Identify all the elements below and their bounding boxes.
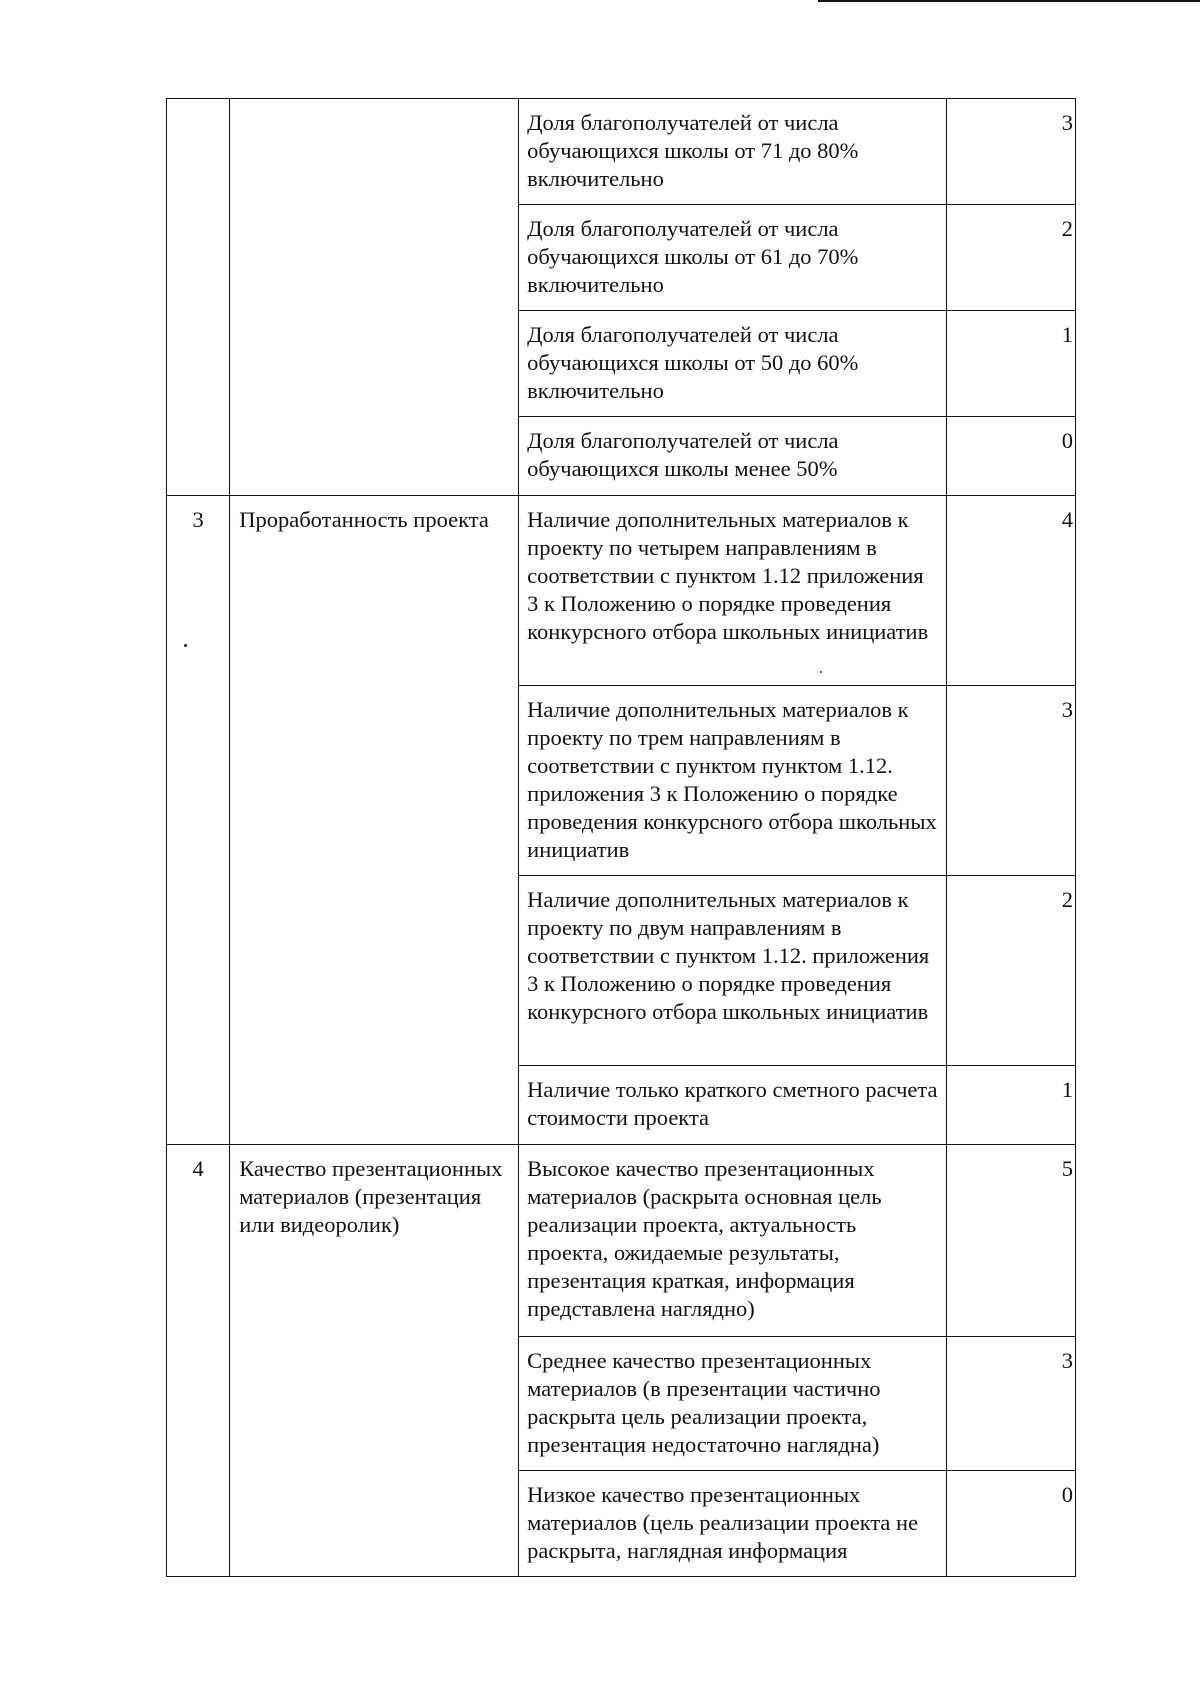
criterion-name-cell xyxy=(230,496,519,1145)
indicator-description-cell xyxy=(519,876,946,1066)
score-value: 0 xyxy=(1061,1482,1073,1507)
indicator-description-cell xyxy=(519,417,946,496)
indicator-description-cell xyxy=(519,1066,946,1145)
criterion-number: 4 xyxy=(192,1156,204,1181)
indicator-description: Среднее качество презентационных материалов (в презентации частично раскрыта цель реализации проекта, презентация недостаточно наглядна) xyxy=(527,1348,881,1457)
score-value: 2 xyxy=(1061,216,1073,241)
indicator-description: Низкое качество презентационных материалов (цель реализации проекта не раскрыта, наглядная информация xyxy=(527,1482,919,1563)
score-value: 1 xyxy=(1061,1077,1073,1102)
criterion-name xyxy=(230,99,518,109)
indicator-description-cell xyxy=(519,686,946,876)
scan-edge-mark xyxy=(818,0,1200,2)
score-value: 0 xyxy=(1061,428,1073,453)
criterion-name-cell xyxy=(230,99,519,496)
score-cell xyxy=(946,417,1075,496)
score-value: 1 xyxy=(1061,322,1073,347)
indicator-description-cell xyxy=(519,205,946,311)
score-value: 3 xyxy=(1061,1348,1073,1373)
score-value: 3 xyxy=(1061,697,1073,722)
score-cell xyxy=(946,1066,1075,1145)
score-cell xyxy=(946,205,1075,311)
criterion-number: 3 xyxy=(192,507,204,532)
score-cell xyxy=(946,686,1075,876)
indicator-description: Наличие дополнительных материалов к проекту по трем направлениям в соответствии с пунктом пунктом 1.12. приложения 3 к Положению о порядке проведения конкурсного отбора школьных инициатив xyxy=(527,697,937,862)
score-cell xyxy=(946,496,1075,686)
indicator-description: Доля благополучателей от числа обучающихся школы менее 50% xyxy=(527,428,839,481)
score-cell xyxy=(946,1337,1075,1471)
score-value: 2 xyxy=(1061,887,1073,912)
score-cell xyxy=(946,311,1075,417)
score-value: 5 xyxy=(1061,1156,1073,1181)
criterion-name: Качество презентационных материалов (презентация или видеоролик) xyxy=(239,1156,503,1237)
score-cell xyxy=(946,1471,1075,1577)
indicator-description-cell xyxy=(519,1145,946,1337)
criterion-number-cell xyxy=(167,496,230,1145)
criterion-number xyxy=(167,99,229,109)
table-row xyxy=(167,496,1076,686)
table-row xyxy=(167,99,1076,205)
indicator-description: Доля благополучателей от числа обучающихся школы от 61 до 70% включительно xyxy=(527,216,859,297)
indicator-description: Доля благополучателей от числа обучающихся школы от 71 до 80% включительно xyxy=(527,110,859,191)
indicator-description: Наличие только краткого сметного расчета стоимости проекта xyxy=(527,1077,938,1130)
criteria-table xyxy=(166,98,1076,1577)
indicator-description-cell xyxy=(519,311,946,417)
criterion-name-cell xyxy=(230,1145,519,1577)
indicator-description: Наличие дополнительных материалов к проекту по четырем направлениям в соответствии с пунктом 1.12 приложения 3 к Положению о порядке проведения конкурсного отбора школьных инициатив xyxy=(527,507,929,644)
indicator-description-cell xyxy=(519,1471,946,1577)
score-cell xyxy=(946,1145,1075,1337)
criterion-number-cell xyxy=(167,1145,230,1577)
criterion-name: Проработанность проекта xyxy=(239,507,489,532)
indicator-description-cell xyxy=(519,99,946,205)
indicator-description: Доля благополучателей от числа обучающихся школы от 50 до 60% включительно xyxy=(527,322,859,403)
indicator-description-cell xyxy=(519,1337,946,1471)
criterion-number-cell xyxy=(167,99,230,496)
score-value: 4 xyxy=(1061,507,1073,532)
indicator-description-cell xyxy=(519,496,946,686)
indicator-description: Наличие дополнительных материалов к проекту по двум направлениям в соответствии с пунктом 1.12. приложения 3 к Положению о порядке проведения конкурсного отбора школьных инициатив xyxy=(527,887,930,1024)
score-cell xyxy=(946,99,1075,205)
table-row xyxy=(167,1145,1076,1337)
score-value: 3 xyxy=(1061,110,1073,135)
score-cell xyxy=(946,876,1075,1066)
indicator-description: Высокое качество презентационных материалов (раскрыта основная цель реализации проекта, актуальность проекта, ожидаемые результаты, презентация краткая, информация представлена наглядно) xyxy=(527,1156,882,1321)
